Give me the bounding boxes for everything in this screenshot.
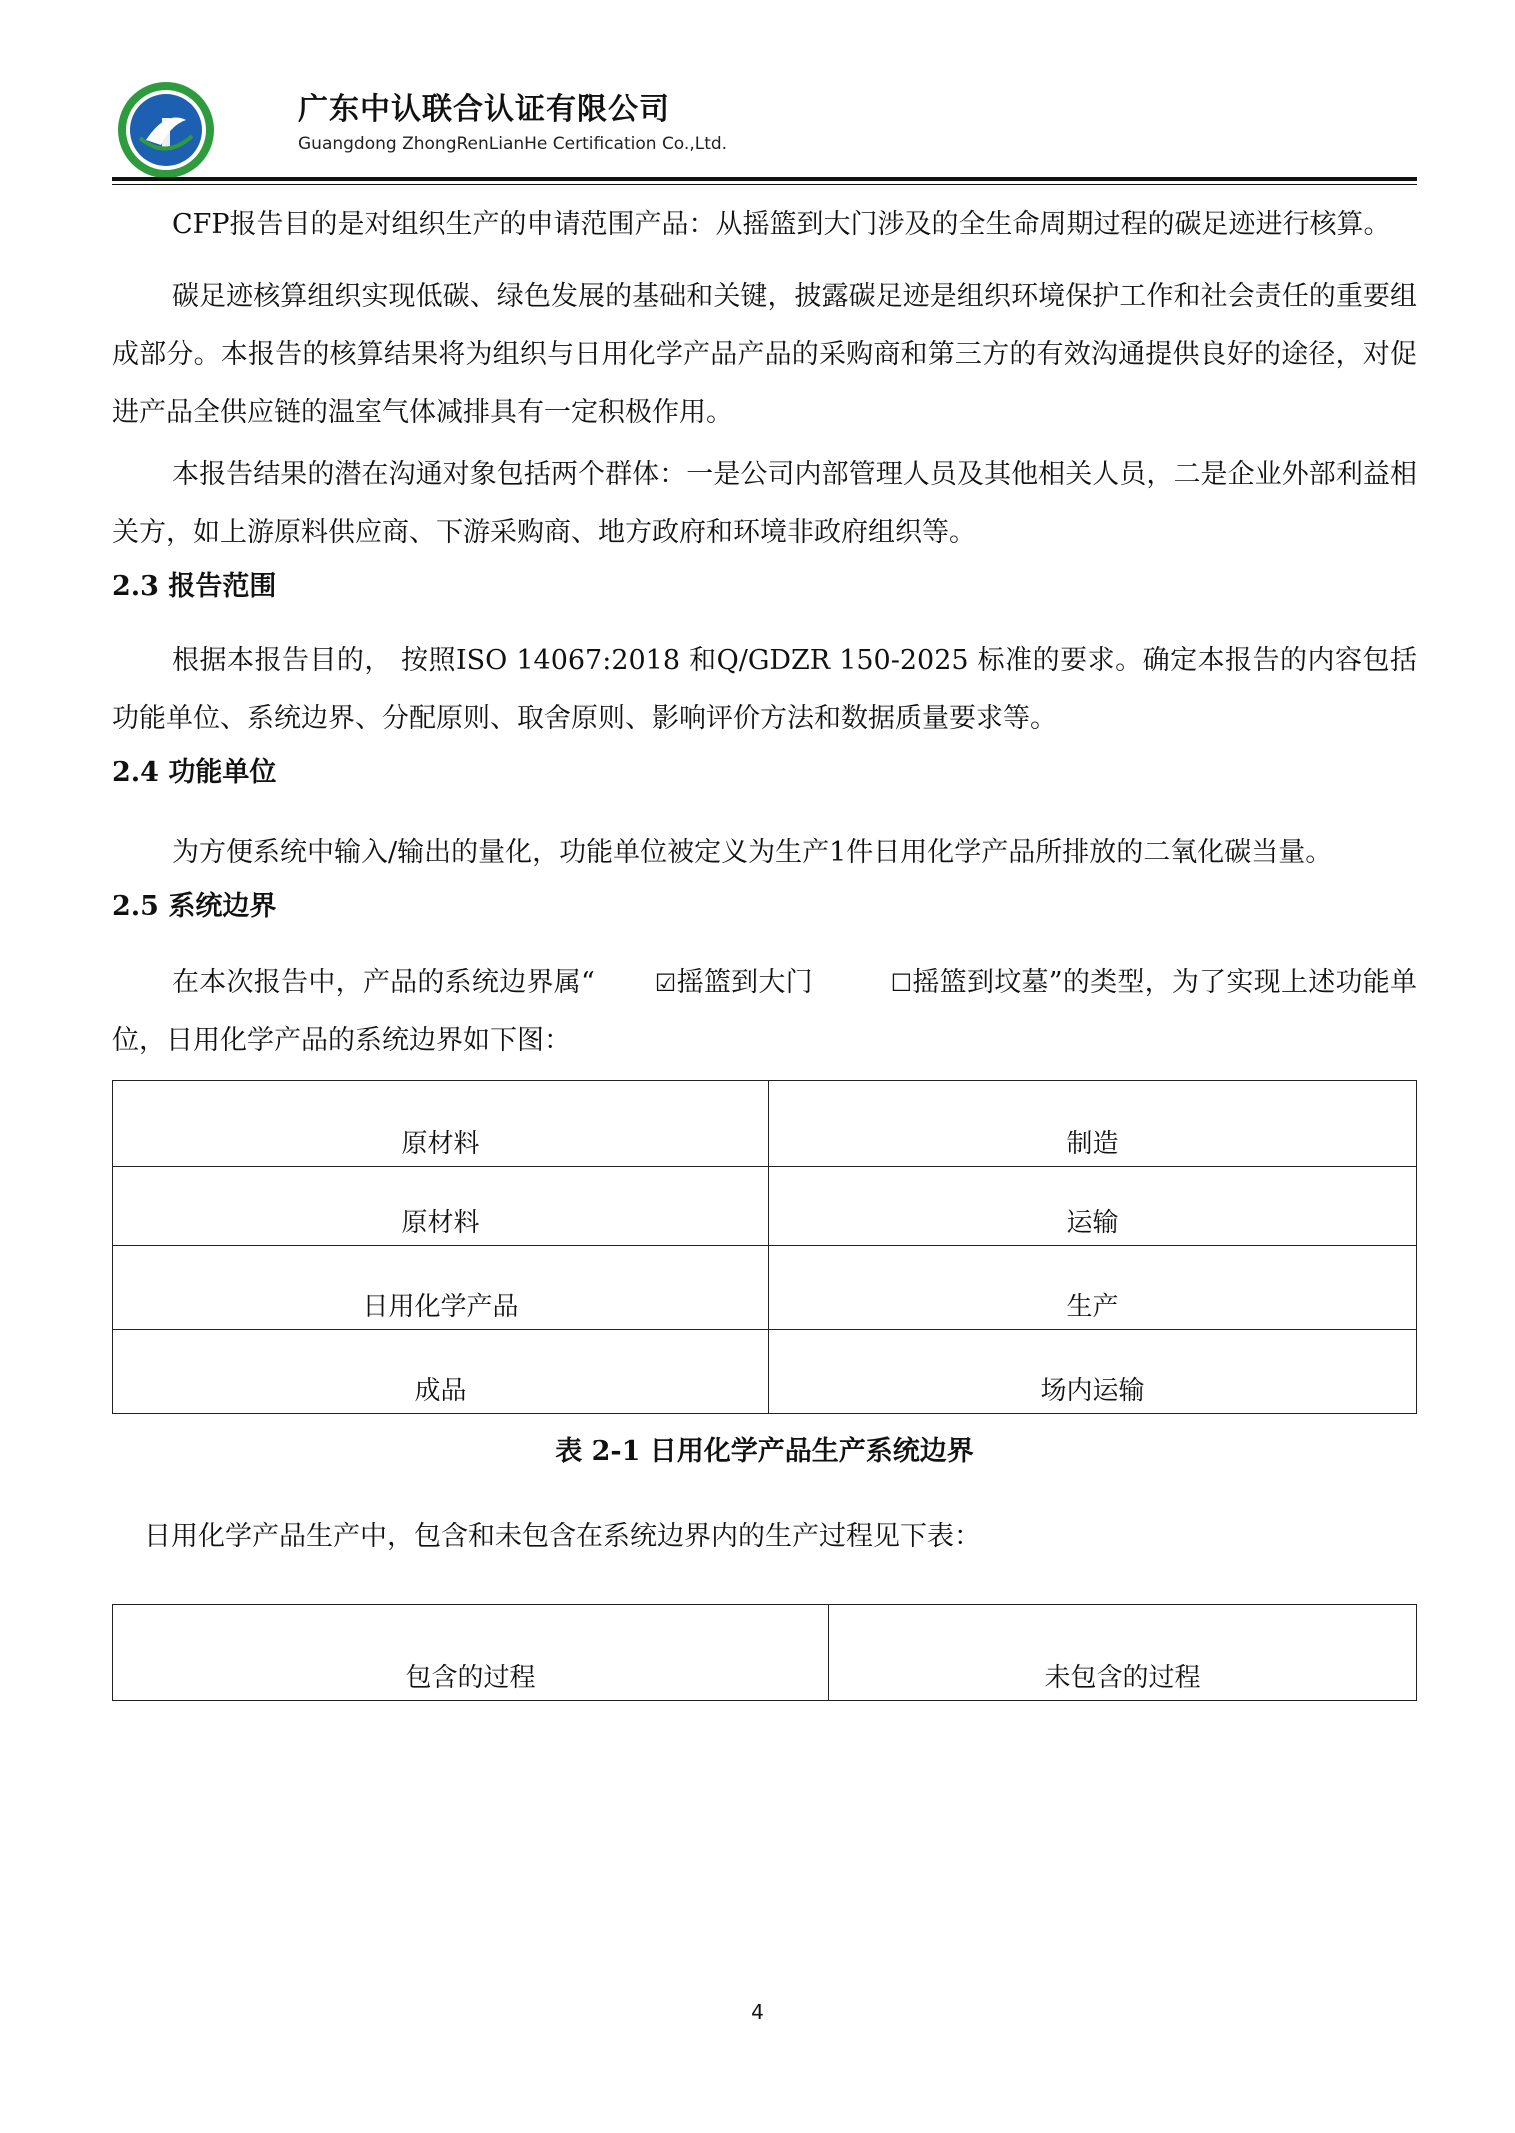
table-cell: 成品 [113, 1330, 769, 1414]
table-caption: 表 2-1 日用化学产品生产系统边界 [555, 1436, 974, 1467]
table-cell: 日用化学产品 [113, 1246, 769, 1330]
table-cell: 生产 [769, 1246, 1417, 1330]
boundary-text-before: 在本次报告中，产品的系统边界属“ [172, 967, 595, 998]
company-name-cn: 广东中认联合认证有限公司 [298, 92, 670, 127]
process-inclusion-table [112, 1604, 1417, 1701]
table-row [113, 1081, 1417, 1167]
company-seal-logo [116, 80, 216, 180]
table-cell: 原材料 [113, 1081, 769, 1167]
unchecked-box-icon: ☐ [890, 969, 913, 997]
checked-box-icon: ☑ [654, 969, 677, 997]
table-header-excluded: 未包含的过程 [829, 1605, 1417, 1701]
boundary-option-cradle-to-grave: 摇篮到坟墓 [912, 967, 1049, 998]
paragraph-boundary-type [112, 954, 1417, 1070]
company-name-en: Guangdong ZhongRenLianHe Certification Co.,Ltd. [298, 134, 728, 154]
table-cell: 场内运输 [769, 1330, 1417, 1414]
table-cell: 原材料 [113, 1167, 769, 1246]
page-header [112, 72, 1417, 182]
paragraph-purpose: CFP报告目的是对组织生产的申请范围产品：从摇篮到大门涉及的全生命周期过程的碳足迹进行核算。 [172, 209, 1391, 240]
table-row [113, 1330, 1417, 1414]
table-header-included: 包含的过程 [113, 1605, 829, 1701]
paragraph-significance: 碳足迹核算组织实现低碳、绿色发展的基础和关键，披露碳足迹是组织环境保护工作和社会责任的重要组成部分。本报告的核算结果将为组织与日用化学产品产品的采购商和第三方的有效沟通提供良好的途径，对促进产品全供应链的温室气体减排具有一定积极作用。 [112, 281, 1417, 428]
header-rule-thin [112, 184, 1417, 185]
table-cell: 运输 [769, 1167, 1417, 1246]
paragraph-audience: 本报告结果的潜在沟通对象包括两个群体：一是公司内部管理人员及其他相关人员，二是企业外部利益相关方，如上游原料供应商、下游采购商、地方政府和环境非政府组织等。 [112, 459, 1417, 548]
table-row [113, 1246, 1417, 1330]
paragraph-process-intro: 日用化学产品生产中，包含和未包含在系统边界内的生产过程见下表： [144, 1521, 981, 1552]
boundary-option-cradle-to-gate: 摇篮到大门 [676, 967, 813, 998]
heading-system-boundary: 2.5 系统边界 [112, 891, 277, 922]
heading-report-scope: 2.3 报告范围 [112, 571, 277, 602]
page-content [112, 196, 1417, 1701]
heading-functional-unit: 2.4 功能单位 [112, 757, 277, 788]
header-rule-thick [112, 177, 1417, 181]
table-cell: 制造 [769, 1081, 1417, 1167]
table-row [113, 1167, 1417, 1246]
paragraph-scope: 根据本报告目的， 按照ISO 14067:2018 和Q/GDZR 150-2025 标准的要求。确定本报告的内容包括功能单位、系统边界、分配原则、取舍原则、影响评价方法和数据质量要求等。 [112, 645, 1417, 734]
table-header-row [113, 1605, 1417, 1701]
page-number: 4 [751, 2000, 764, 2024]
system-boundary-table [112, 1080, 1417, 1414]
boundary-text-after: ”的类型，为了实现上述功能单位，日用化学产品的系统边界如下图： [112, 967, 1418, 1056]
paragraph-functional-unit: 为方便系统中输入/输出的量化，功能单位被定义为生产1件日用化学产品所排放的二氧化碳当量。 [172, 837, 1333, 868]
